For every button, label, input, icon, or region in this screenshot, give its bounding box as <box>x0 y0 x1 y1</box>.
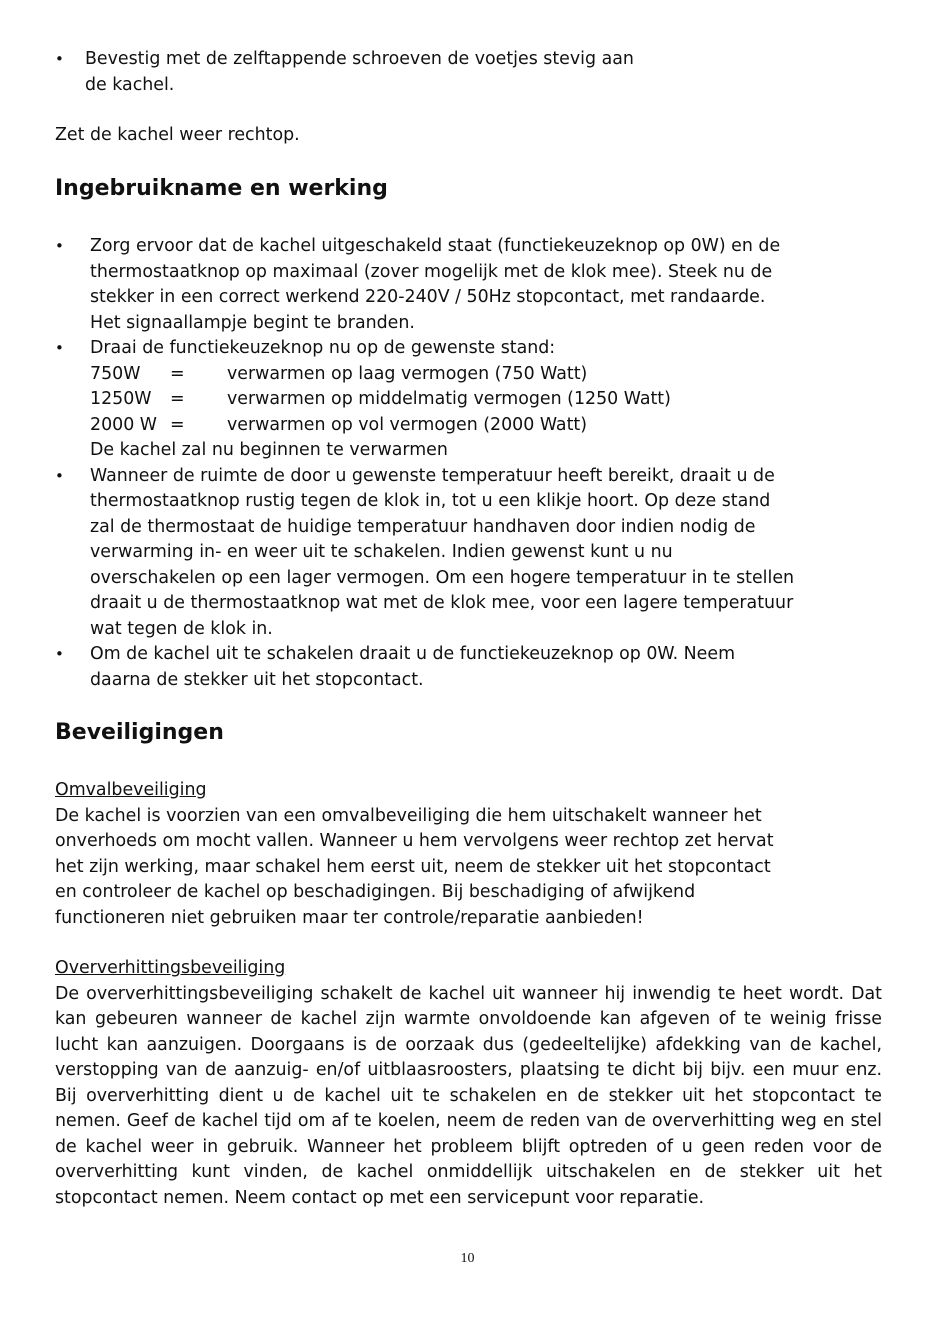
text-line: de kachel. <box>85 74 175 95</box>
oververhitting-section <box>55 956 882 1211</box>
text-line: en controleer de kachel op beschadigingen. Bij beschadiging of afwijkend <box>55 882 696 902</box>
text-line: stekker in een correct werkend 220-240V / 50Hz stopcontact, met randaarde. <box>90 287 766 307</box>
setting-power: 2000 W <box>90 414 157 435</box>
text-line: functioneren niet gebruiken maar ter controle/reparatie aanbieden! <box>55 907 644 928</box>
setting-power: 1250W <box>90 389 152 409</box>
setting-power: 750W <box>90 363 141 384</box>
setting-row <box>90 387 882 413</box>
setting-row <box>90 362 882 388</box>
setting-row <box>90 413 882 439</box>
omval-section <box>55 778 882 931</box>
text-line: thermostaatknop rustig tegen de klok in, tot u een klikje hoort. Op deze stand <box>90 491 771 511</box>
text-line: • Draai de functiekeuzeknop nu op de gewenste stand: <box>90 338 556 358</box>
list-item <box>55 464 882 643</box>
text-line: Wanneer de ruimte de door u gewenste temperatuur heeft bereikt, draait u de <box>90 465 775 486</box>
setting-desc: verwarmen op laag vermogen (750 Watt) <box>227 363 588 384</box>
heading-beveiligingen: Beveiligingen <box>55 720 224 745</box>
text-line: verwarming in- en weer uit te schakelen. Indien gewenst kunt u nu <box>90 542 673 562</box>
oververhitting-text: De oververhittingsbeveiliging schakelt de kachel uit wanneer hij inwendig te heet wordt. Dat kan gebeuren wanneer de kachel zijn warmte onvoldoende kan afgeven of te weinig frisse lucht kan aanzuigen. Doorgaans is de oorzaak dus (gedeeltelijke) afdekking van de kachel, verstopping van de aanzuig- en/of uitblaasroosters, plaatsing te dicht bij bijv. een muur enz. Bij oververhitting dient u de kachel uit te schakelen en de stekker uit het stopcontact te nemen. Geef de kachel tijd om af te koelen, neem de reden van de oververhitting weg en stel de kachel weer in gebruik. Wanneer het probleem blijft optreden of u geen reden voor de oververhitting kunt vinden, de kachel onmiddellijk uitschakelen en de stekker uit het stopcontact nemen. Neem contact op met een servicepunt voor reparatie. <box>55 983 882 1208</box>
text-line: Om de kachel uit te schakelen draait u de functiekeuzeknop op 0W. Neem <box>90 644 736 664</box>
intro-bullet <box>55 47 882 98</box>
subheading-omval: Omvalbeveiliging <box>55 780 207 800</box>
list-item <box>55 336 882 464</box>
subheading-oververhitting: Oververhittingsbeveiliging <box>55 958 286 978</box>
text-line: De kachel is voorzien van een omvalbeveiliging die hem uitschakelt wanneer het <box>55 805 762 826</box>
intro-after: Zet de kachel weer rechtop. <box>55 125 300 145</box>
setting-eq: = <box>170 414 185 435</box>
text-line: thermostaatknop op maximaal (zover mogelijk met de klok mee). Steek nu de <box>90 261 773 282</box>
list-item <box>55 642 882 693</box>
text-line: het zijn werking, maar schakel hem eerst uit, neem de stekker uit het stopcontact <box>55 856 771 877</box>
text-line: onverhoeds om mocht vallen. Wanneer u hem vervolgens weer rechtop zet hervat <box>55 831 774 851</box>
setting-desc: verwarmen op middelmatig vermogen (1250 Watt) <box>227 389 671 409</box>
operation-list <box>55 234 882 693</box>
omval-text <box>55 804 882 932</box>
list-item <box>55 234 882 336</box>
text-line: zal de thermostaat de huidige temperatuur handhaven door indien nodig de <box>90 516 756 537</box>
text-line: Zorg ervoor dat de kachel uitgeschakeld staat (functiekeuzeknop op 0W) en de <box>90 236 781 256</box>
intro-block <box>55 47 882 149</box>
setting-eq: = <box>170 389 185 409</box>
text-line: De kachel zal nu beginnen te verwarmen <box>90 440 448 460</box>
text-line: draait u de thermostaatknop wat met de klok mee, voor een lagere temperatuur <box>90 593 794 613</box>
text-line: overschakelen op een lager vermogen. Om een hogere temperatuur in te stellen <box>90 567 795 588</box>
page-number: 10 <box>460 1251 475 1266</box>
setting-desc: verwarmen op vol vermogen (2000 Watt) <box>227 414 587 435</box>
text-line: Het signaallampje begint te branden. <box>90 312 415 333</box>
text-line: daarna de stekker uit het stopcontact. <box>90 669 424 690</box>
text-line: Bevestig met de zelftappende schroeven de voetjes stevig aan <box>85 49 634 69</box>
text-line: wat tegen de klok in. <box>90 618 273 639</box>
heading-ingebruikname: Ingebruikname en werking <box>55 176 388 201</box>
setting-eq: = <box>170 363 185 384</box>
